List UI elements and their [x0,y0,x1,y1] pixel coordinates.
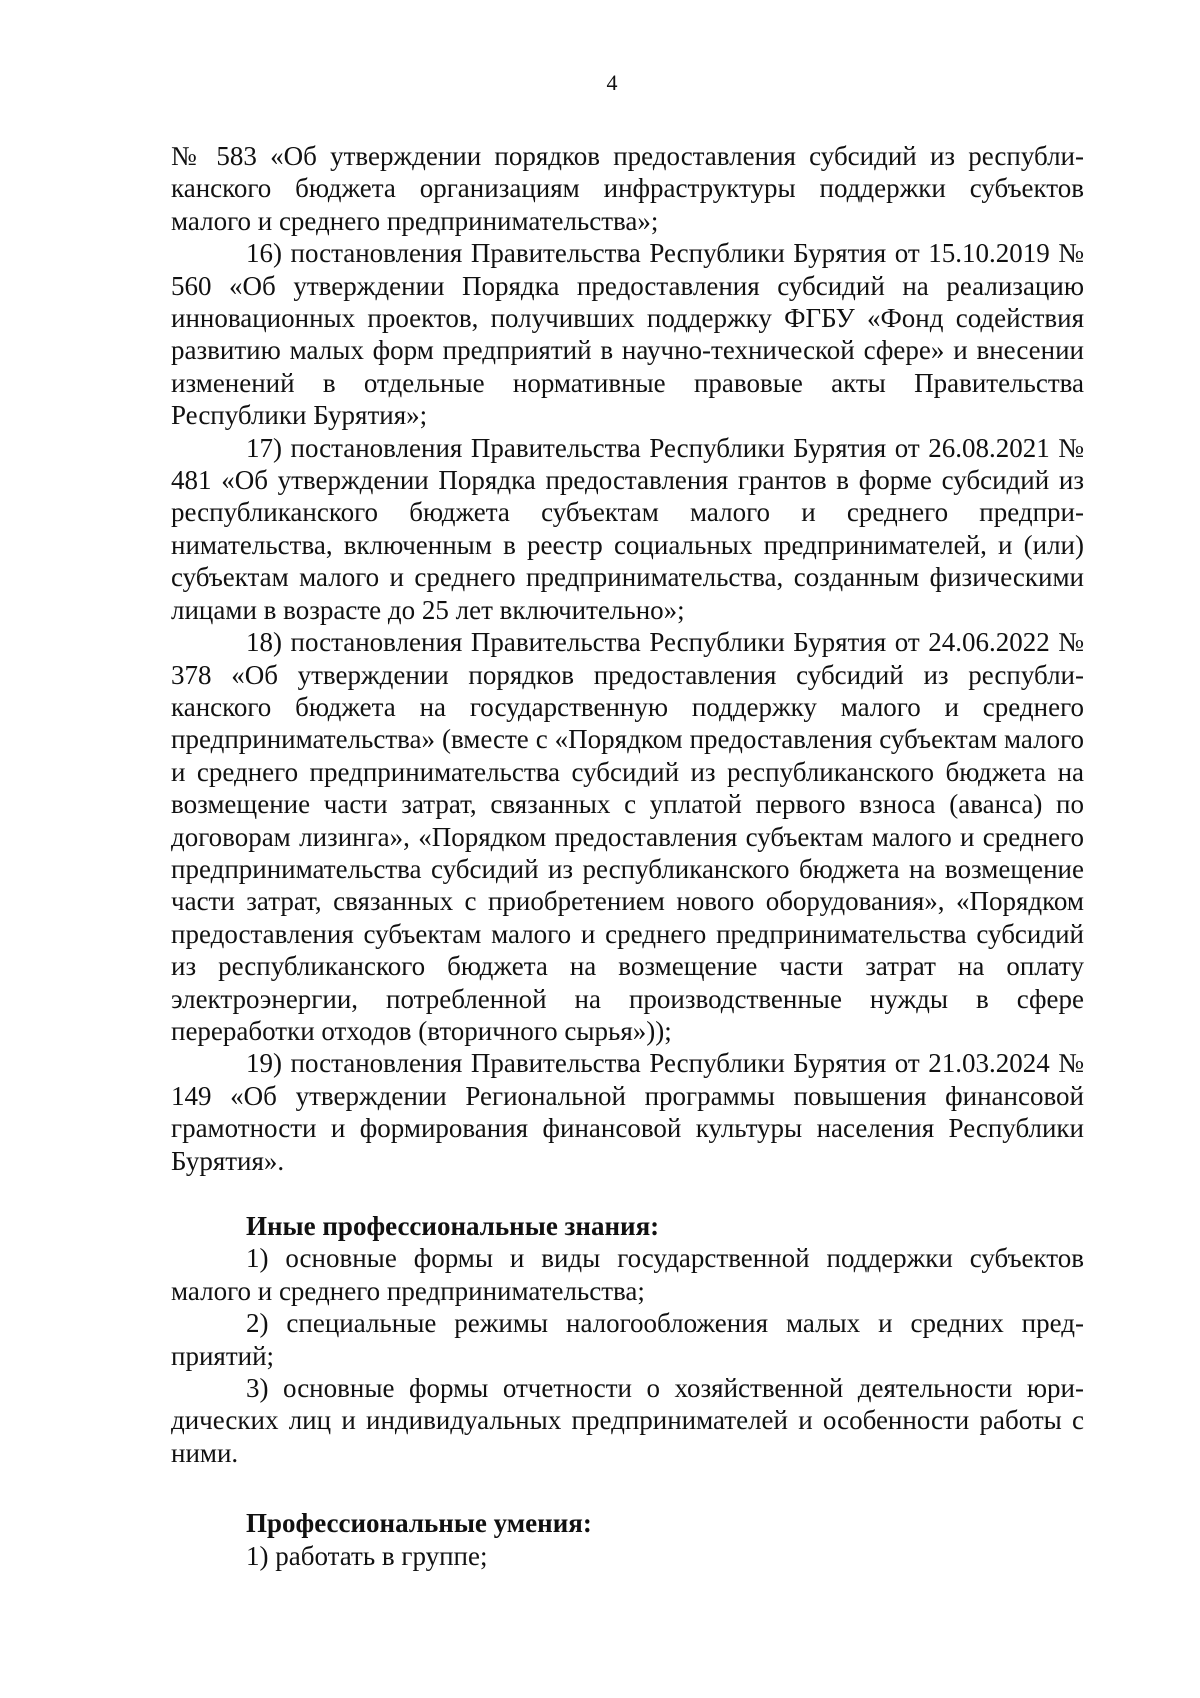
continued-paragraph: № 583 «Об утверждении порядков предоставления субсидий из республиканского бюджета организациям инфраструктуры поддержки субъектов малого и среднего предпринимательства»; [171,141,1084,236]
list-item: 16) постановления Правительства Республики Бурятия от 15.10.2019 № 560 «Об утверждении Порядка предоставления субсидий на реализацию инновационных проектов, получивших поддержку ФГБУ «Фонд содействия развитию малых форм предприятий в научно-технической сфере» и внесении изменений в отдельные нормативные правовые акты Правительства Республики Бурятия»; [171,238,1084,431]
list-item: 17) постановления Правительства Республики Бурятия от 26.08.2021 № 481 «Об утверждении Порядка предоставления грантов в форме субсидий из республиканского бюджета субъектам малого и среднего предпринимательства, включенным в реестр социальных предпринимателей, и (или) субъектам малого и среднего предпринимательства, созданным физическими лицами в возрасте до 25 лет включительно»; [171,432,1084,625]
list-item: 3) основные формы отчетности о хозяйственной деятельности юридических лиц и индивидуальных предпринимателей и особенности работы с ними. [171,1373,1084,1468]
section-heading-other-knowledge: Иные профессиональные знания: [246,1211,660,1241]
list-item: 1) работать в группе; [246,1540,488,1571]
list-item: 18) постановления Правительства Республики Бурятия от 24.06.2022 № 378 «Об утверждении порядков предоставления субсидий из республиканского бюджета на государственную поддержку малого и среднего предпринимательства» (вместе с «Порядком предоставления субъектам малого и среднего предпринимательства субсидий из республиканского бюджета на возмещение части затрат, связанных с уплатой первого взноса (аванса) по договорам лизинга», «Порядком предоставления субъектам малого и среднего предпринимательства субсидий из республиканского бюджета на возмещение части затрат, связанных с приобретением нового оборудования», «Порядком предоставления субъектам малого и среднего предпринимательства субсидий из республиканского бюджета на возмещение части затрат на оплату электроэнергии, потребленной на производственные нужды в сфере переработки отходов (вторичного сырья»)); [171,627,1084,1046]
section-heading-professional-skills: Профессиональные умения: [246,1508,592,1539]
document-body [171,140,1084,1572]
list-item: 2) специальные режимы налогообложения малых и средних предприятий; [171,1308,1084,1371]
page-number: 4 [606,70,618,95]
list-item: 1) основные формы и виды государственной поддержки субъектов малого и среднего предпринимательства; [171,1243,1084,1306]
list-item: 19) постановления Правительства Республики Бурятия от 21.03.2024 № 149 «Об утверждении Региональной программы повышения финансовой грамотности и формирования финансовой культуры населения Республики Бурятия». [171,1048,1084,1176]
